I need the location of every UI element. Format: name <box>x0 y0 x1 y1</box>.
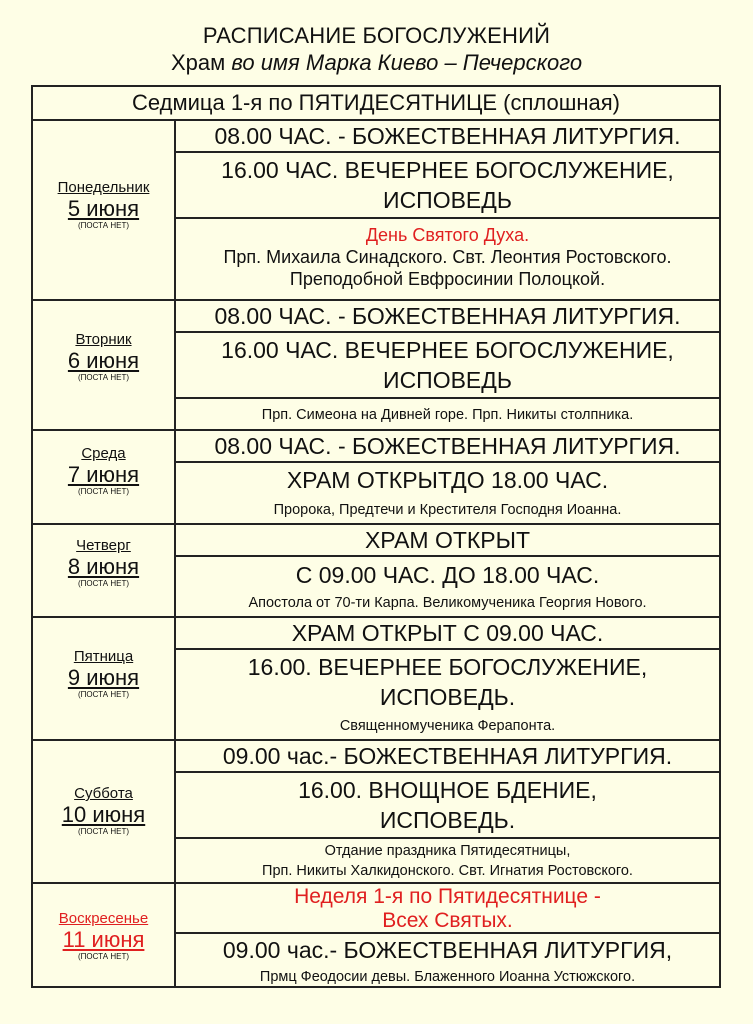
saints-line: Пророка, Предтечи и Крестителя Господня Иоанна. <box>273 502 622 518</box>
service-line: 09.00 час.- БОЖЕСТВЕННАЯ ЛИТУРГИЯ. <box>176 741 719 773</box>
day-services <box>176 741 719 882</box>
saints-line: Прп. Никиты Халкидонского. Свт. Игнатия Ростовского. <box>262 863 633 879</box>
day-label-cell <box>33 301 176 429</box>
service-block <box>176 333 719 399</box>
feast-title: Неделя 1-я по Пятидесятнице - <box>294 885 601 908</box>
service-line: ИСПОВЕДЬ <box>383 187 512 213</box>
service-line: 09.00 час.- БОЖЕСТВЕННАЯ ЛИТУРГИЯ, <box>222 937 673 963</box>
day-date: 6 июня <box>67 348 140 373</box>
fast-note: (ПОСТА НЕТ) <box>78 827 129 836</box>
fast-note: (ПОСТА НЕТ) <box>78 487 129 496</box>
day-label-cell <box>33 618 176 739</box>
day-services <box>176 618 719 739</box>
service-line: 08.00 ЧАС. - БОЖЕСТВЕННАЯ ЛИТУРГИЯ. <box>176 301 719 333</box>
fast-note: (ПОСТА НЕТ) <box>78 579 129 588</box>
service-line: ХРАМ ОТКРЫТ <box>176 525 719 557</box>
day-date: 8 июня <box>67 554 140 579</box>
service-block <box>176 650 719 714</box>
day-label-cell <box>33 121 176 299</box>
day-label-cell <box>33 884 176 988</box>
day-info <box>33 537 174 589</box>
service-line: ИСПОВЕДЬ. <box>379 807 516 833</box>
week-title: Седмица 1-я по ПЯТИДЕСЯТНИЦЕ (сплошная) <box>33 87 719 121</box>
saints-line: Прп. Симеона на Дивней горе. Прп. Никиты столпника. <box>261 407 634 423</box>
day-services <box>176 525 719 616</box>
service-line: 16.00. ВНОЩНОЕ БДЕНИЕ, <box>298 777 597 803</box>
day-name: Суббота <box>74 785 133 802</box>
day-info <box>33 648 174 700</box>
saints-line: Преподобной Евфросинии Полоцкой. <box>289 269 606 289</box>
day-name: Понедельник <box>57 179 150 196</box>
fast-note: (ПОСТА НЕТ) <box>78 690 129 699</box>
feast-title: Всех Святых. <box>382 909 513 932</box>
service-line: 08.00 ЧАС. - БОЖЕСТВЕННАЯ ЛИТУРГИЯ. <box>176 121 719 153</box>
day-row-wednesday <box>33 431 719 525</box>
schedule-table <box>31 85 721 988</box>
day-row-friday <box>33 618 719 741</box>
fast-note: (ПОСТА НЕТ) <box>78 952 129 961</box>
day-services <box>176 121 719 299</box>
saints-line: Священномученика Ферапонта. <box>339 718 556 734</box>
saints-line: Апостола от 70-ти Карпа. Великомученика Георгия Нового. <box>248 595 647 611</box>
fast-note: (ПОСТА НЕТ) <box>78 373 129 382</box>
day-row-sunday <box>33 884 719 988</box>
feast-title: День Святого Духа. <box>365 225 530 245</box>
service-line: ХРАМ ОТКРЫТ С 09.00 ЧАС. <box>176 618 719 650</box>
day-row-saturday <box>33 741 719 884</box>
day-services <box>176 301 719 429</box>
day-services <box>176 884 719 988</box>
day-name: Среда <box>81 445 126 462</box>
day-name: Воскресенье <box>58 910 149 927</box>
service-line: ХРАМ ОТКРЫТДО 18.00 ЧАС. <box>286 467 609 493</box>
day-row-tuesday <box>33 301 719 431</box>
saints-line: Прмц Феодосии девы. Блаженного Иоанна Устюжского. <box>259 969 636 985</box>
header <box>0 22 753 76</box>
day-name: Пятница <box>73 648 134 665</box>
church-prefix: Храм <box>170 50 226 75</box>
page-title: РАСПИСАНИЕ БОГОСЛУЖЕНИЙ <box>202 23 551 48</box>
day-services <box>176 431 719 523</box>
day-name: Вторник <box>75 331 132 348</box>
saints-block <box>176 219 719 299</box>
day-info <box>33 445 174 497</box>
service-line: 08.00 ЧАС. - БОЖЕСТВЕННАЯ ЛИТУРГИЯ. <box>176 431 719 463</box>
church-italic: во имя <box>231 50 300 75</box>
day-date: 5 июня <box>67 196 140 221</box>
day-date: 11 июня <box>62 927 145 952</box>
service-line: ИСПОВЕДЬ <box>383 367 512 393</box>
service-line: 16.00 ЧАС. ВЕЧЕРНЕЕ БОГОСЛУЖЕНИЕ, <box>221 157 674 183</box>
church-name <box>0 49 753 76</box>
day-info <box>33 910 174 962</box>
day-label-cell <box>33 525 176 616</box>
service-line: С 09.00 ЧАС. ДО 18.00 ЧАС. <box>295 562 600 588</box>
feast-block <box>176 884 719 934</box>
saints-line: Прп. Михаила Синадского. Свт. Леонтия Ростовского. <box>223 247 672 267</box>
service-block <box>176 773 719 839</box>
day-label-cell <box>33 431 176 523</box>
service-line: 16.00. ВЕЧЕРНЕЕ БОГОСЛУЖЕНИЕ, <box>247 654 648 680</box>
saints-block <box>176 839 719 883</box>
day-row-thursday <box>33 525 719 618</box>
day-date: 9 июня <box>67 665 140 690</box>
day-name: Четверг <box>76 537 131 554</box>
service-line: ИСПОВЕДЬ. <box>379 684 516 710</box>
fast-note: (ПОСТА НЕТ) <box>78 221 129 230</box>
day-info <box>33 179 174 231</box>
day-info <box>33 331 174 383</box>
day-label-cell <box>33 741 176 882</box>
saints-line: Отдание праздника Пятидесятницы, <box>324 843 571 859</box>
day-row-monday <box>33 121 719 301</box>
church-saint: Марка Киево – Печерского <box>305 50 583 75</box>
day-date: 10 июня <box>61 802 146 827</box>
service-block <box>176 153 719 219</box>
day-date: 7 июня <box>67 462 140 487</box>
day-info <box>33 785 174 837</box>
service-line: 16.00 ЧАС. ВЕЧЕРНЕЕ БОГОСЛУЖЕНИЕ, <box>221 337 674 363</box>
